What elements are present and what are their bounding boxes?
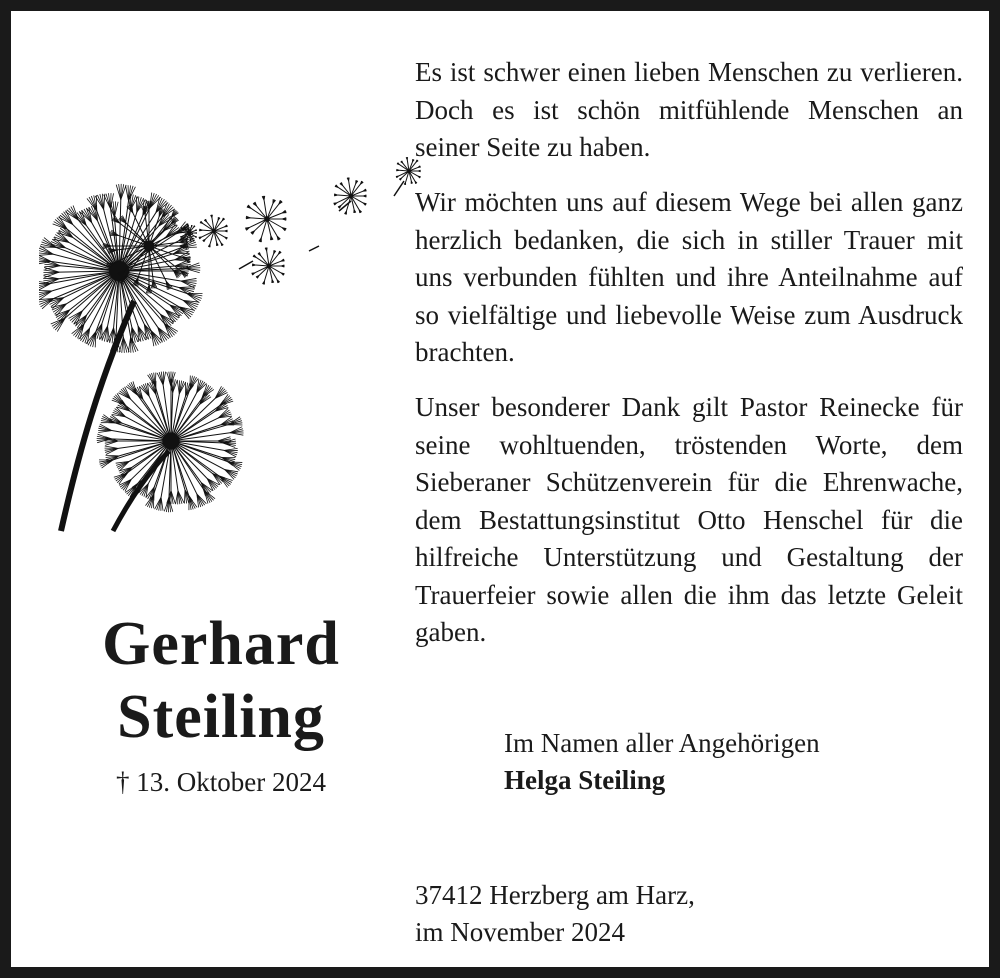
paragraph-thanks: Wir möchten uns auf diesem Wege bei allen ganz herzlich bedanken, die sich in stiller Trauer mit uns verbunden fühlten und ihre Anteilnahme auf so vielfältige und liebevolle Weise zum Ausdruck brachten. bbox=[415, 187, 963, 367]
signature-block bbox=[504, 725, 820, 799]
place-line: 37412 Herzberg am Harz, bbox=[415, 880, 695, 910]
paragraph-special-thanks: Unser besonderer Dank gilt Pastor Reinecke für seine wohltuenden, tröstenden Worte, dem Sieberaner Schützenverein für die Ehrenwache, dem Bestattungsinstitut Otto Henschel für die hilfreiche Unterstützung und Gestaltung der Trauerfeier sowie allen die ihm das letzte Geleit gaben. bbox=[415, 392, 963, 647]
deceased-last-name: Steiling bbox=[117, 683, 325, 751]
signature-name: Helga Steiling bbox=[504, 765, 666, 795]
date-line: im November 2024 bbox=[415, 917, 625, 947]
paragraph-condolence: Es ist schwer einen lieben Menschen zu verlieren. Doch es ist schön mitfühlende Menschen an seiner Seite zu haben. bbox=[415, 57, 963, 162]
dandelion-icon bbox=[39, 151, 439, 541]
place-date-block bbox=[415, 877, 695, 951]
deceased-first-name: Gerhard bbox=[102, 610, 340, 678]
signature-intro: Im Namen aller Angehörigen bbox=[504, 728, 820, 758]
death-date: † 13. Oktober 2024 bbox=[116, 767, 326, 797]
